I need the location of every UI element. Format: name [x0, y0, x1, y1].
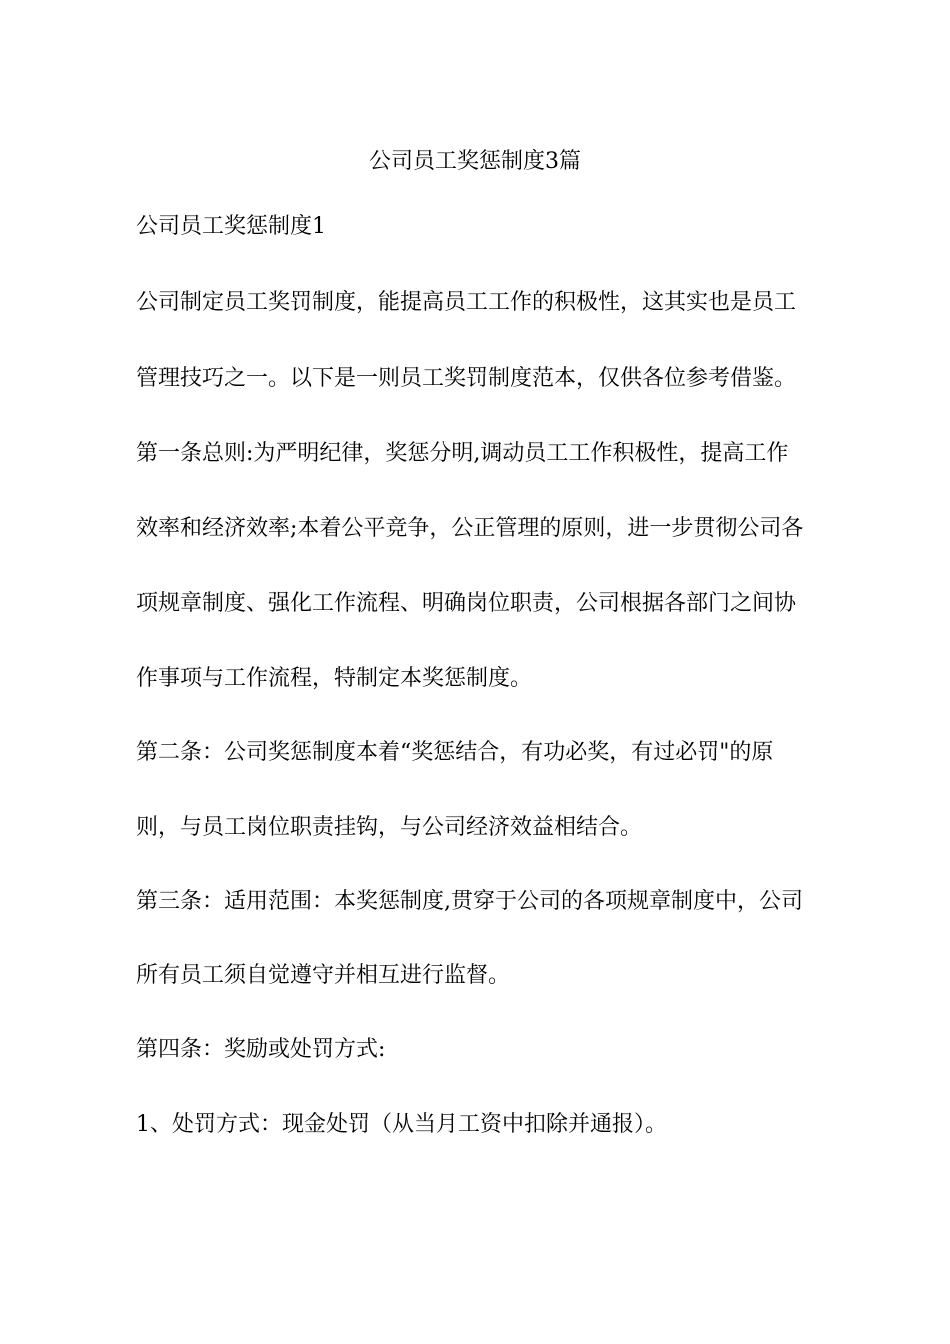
paragraph-line: 公司制定员工奖罚制度，能提高员工工作的积极性，这其实也是员工 — [136, 290, 797, 315]
paragraph-line: 1、处罚方式：现金处罚（从当月工资中扣除并通报）。 — [136, 1112, 667, 1137]
section-heading: 公司员工奖惩制度1 — [136, 214, 326, 239]
paragraph-line: 所有员工须自觉遵守并相互进行监督。 — [136, 963, 511, 988]
paragraph-line: 第二条：公司奖惩制度本着“奖惩结合，有功必奖，有过必罚"的原 — [136, 740, 774, 765]
paragraph-line: 作事项与工作流程，特制定本奖惩制度。 — [136, 666, 533, 691]
paragraph-line: 第三条：适用范围：本奖惩制度,贯穿于公司的各项规章制度中，公司 — [136, 889, 803, 914]
paragraph-line: 则，与员工岗位职责挂钩，与公司经济效益相结合。 — [136, 815, 643, 840]
paragraph-line: 第四条：奖励或处罚方式: — [136, 1037, 386, 1062]
document-title: 公司员工奖惩制度3篇 — [369, 149, 581, 174]
paragraph-line: 项规章制度、强化工作流程、明确岗位职责，公司根据各部门之间协 — [136, 591, 797, 616]
paragraph-line: 第一条总则:为严明纪律，奖惩分明,调动员工工作积极性，提高工作 — [136, 441, 789, 466]
paragraph-line: 管理技巧之一。以下是一则员工奖罚制度范本，仅供各位参考借鉴。 — [136, 366, 797, 391]
paragraph-line: 效率和经济效率;本着公平竞争，公正管理的原则，进一步贯彻公司各 — [136, 516, 804, 541]
